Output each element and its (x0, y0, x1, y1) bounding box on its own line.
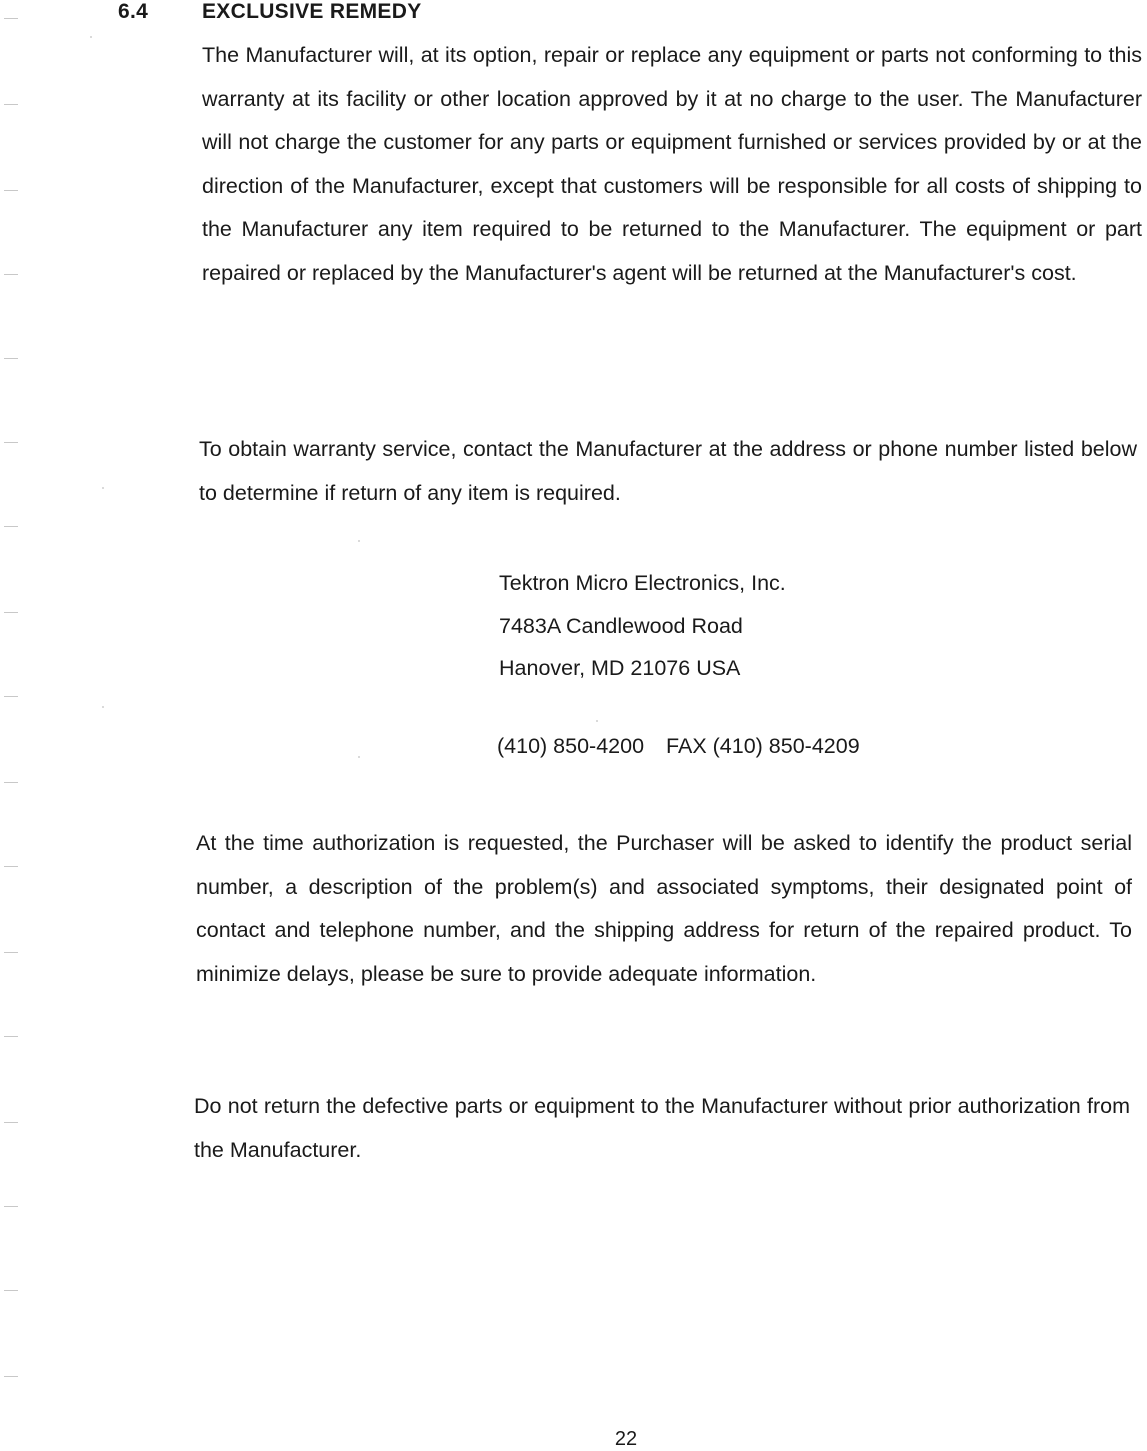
scan-speck (102, 487, 104, 489)
scan-mark (4, 696, 18, 697)
scan-speck (358, 756, 360, 758)
scan-mark (4, 190, 18, 191)
address-city: Hanover, MD 21076 USA (499, 656, 741, 680)
scan-mark (4, 442, 18, 443)
scan-mark (4, 952, 18, 953)
scan-speck (358, 540, 360, 542)
address-company: Tektron Micro Electronics, Inc. (499, 571, 786, 595)
remedy-paragraph: The Manufacturer will, at its option, repair or replace any equipment or parts not conforming to this warranty at its facility or other location approved by it at no charge to the user. The Manufacturer will not charge the customer for any parts or equipment furnished or services provided by or at the direction of the Manufacturer, except that customers will be responsible for all costs of shipping to the Manufacturer any item required to be returned to the Manufacturer. The equipment or part repaired or replaced by the Manufacturer's agent will be returned at the Manufacturer's cost. (202, 43, 1142, 285)
page-number: 22 (614, 1428, 638, 1450)
scan-speck (102, 706, 104, 708)
scan-speck (90, 36, 92, 38)
scan-mark (4, 1206, 18, 1207)
section-heading (118, 0, 422, 24)
scan-mark (4, 1122, 18, 1123)
manufacturer-address (499, 562, 786, 690)
return-warning-paragraph: Do not return the defective parts or equipment to the Manufacturer without prior authorization from the Manufacturer. (194, 1094, 1130, 1162)
scan-mark (4, 866, 18, 867)
scan-mark (4, 104, 18, 105)
contact-numbers (497, 734, 860, 759)
scan-mark (4, 782, 18, 783)
section-title: EXCLUSIVE REMEDY (202, 0, 422, 23)
scan-mark (4, 18, 18, 19)
authorization-paragraph: At the time authorization is requested, the Purchaser will be asked to identify the product serial number, a description of the problem(s) and associated symptoms, their designated point of contact and telephone number, and the shipping address for return of the repaired product. To minimize delays, please be sure to provide adequate information. (196, 831, 1132, 986)
section-number: 6.4 (118, 0, 149, 23)
scan-mark (4, 612, 18, 613)
scan-mark (4, 358, 18, 359)
scan-mark (4, 274, 18, 275)
phone-number: (410) 850-4200 (497, 734, 645, 758)
warranty-service-paragraph: To obtain warranty service, contact the Manufacturer at the address or phone number listed below to determine if return of any item is required. (199, 437, 1137, 505)
fax-number: FAX (410) 850-4209 (666, 734, 860, 758)
scan-mark (4, 1376, 18, 1377)
scan-mark (4, 1290, 18, 1291)
address-street: 7483A Candlewood Road (499, 613, 743, 638)
scan-mark (4, 1036, 18, 1037)
scan-speck (596, 720, 598, 722)
scan-mark (4, 526, 18, 527)
